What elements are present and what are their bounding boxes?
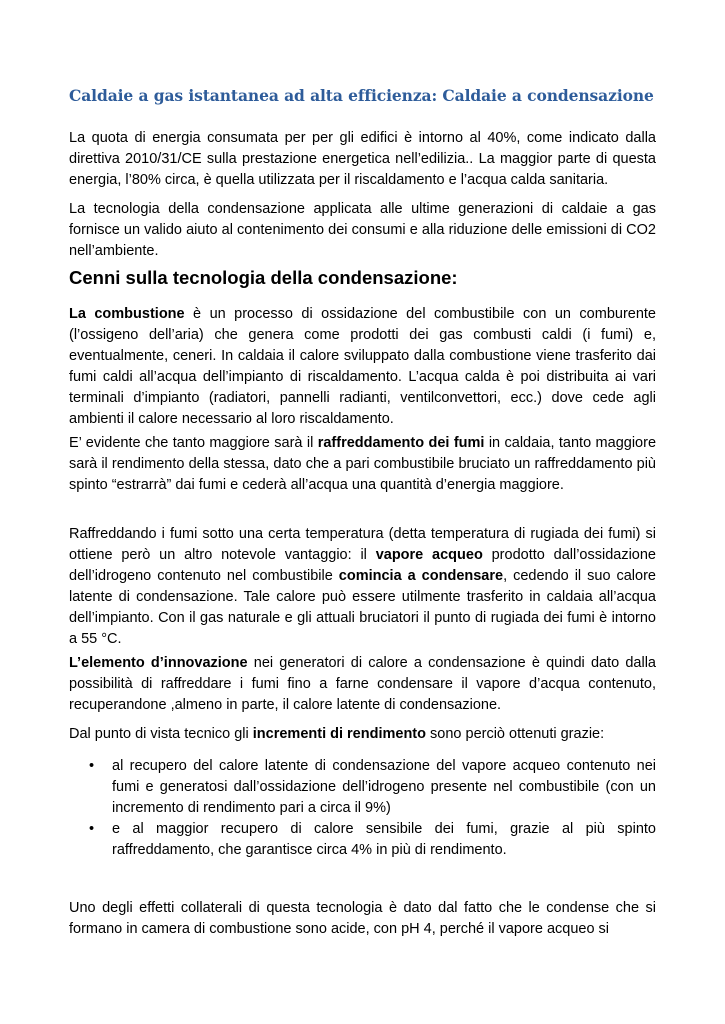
bold-term-condensare: comincia a condensare [338, 568, 504, 584]
paragraph-combustione [69, 304, 656, 430]
text-span: sono perciò ottenuti grazie: [426, 726, 605, 742]
text-span: nei generatori di calore a condensazione è quindi dato dalla possibilità di raffreddare i fumi fino a farne condensare il vapore d’acqua contenuto, recuperandone ,almeno in parte, il calore latente di condensazione. [69, 655, 656, 713]
paragraph-punto-text [69, 724, 656, 745]
paragraph-effetti [69, 898, 656, 940]
list-item-text: al recupero del calore latente di condensazione del vapore acqueo contenuto nei fumi e generatosi dall’ossidazione dell’idrogeno presente nel combustibile (con un incremento di rendimento pari a circa il 9%) [112, 758, 656, 816]
paragraph-effetti-text: Uno degli effetti collaterali di questa tecnologia è dato dal fatto che le condense che si formano in camera di combustione sono acide, con pH 4, perché il vapore acqueo si [69, 900, 656, 937]
section-heading: Cenni sulla tecnologia della condensazione: [69, 267, 458, 288]
paragraph-raffreddando-text [69, 524, 656, 650]
document-title: Caldaie a gas istantanea ad alta efficienza: Caldaie a condensazione [69, 86, 654, 105]
list-item [69, 819, 656, 861]
bold-term-incrementi: incrementi di rendimento [252, 726, 426, 742]
bullet-icon: • [89, 758, 95, 774]
intro-text-2: La tecnologia della condensazione applicata alle ultime generazioni di caldaie a gas fornisce un valido aiuto al contenimento dei consumi e alla riduzione delle emissioni di CO2 nell’ambiente. [69, 201, 656, 259]
bullet-list [69, 756, 656, 861]
bold-term-vapore-acqueo: vapore acqueo [375, 547, 483, 563]
paragraph-evidente [69, 433, 656, 496]
bullet-list-items [69, 756, 656, 861]
paragraph-innovazione [69, 653, 656, 716]
list-item-text: e al maggior recupero di calore sensibile dei fumi, grazie al più spinto raffreddamento, che garantisce circa 4% in più di rendimento. [112, 821, 656, 858]
bold-term-raffreddamento: raffreddamento dei fumi [317, 435, 485, 451]
paragraph-combustione-text [69, 304, 656, 430]
text-span: Raffreddando i fumi sotto una certa temperatura (detta temperatura di rugiada dei fumi) si ottiene però un altro notevole vantaggio: il [69, 526, 656, 563]
intro-paragraph-1 [69, 128, 656, 191]
intro-text-1: La quota di energia consumata per per gli edifici è intorno al 40%, come indicato dalla direttiva 2010/31/CE sulla prestazione energetica nell’edilizia.. La maggior parte di questa energia, l’80% circa, è quella utilizzata per il riscaldamento e l’acqua calda sanitaria. [69, 130, 656, 188]
text-span: in caldaia, tanto maggiore sarà il rendimento della stessa, dato che a pari combustibile bruciato un raffreddamento più spinto “estrarrà” dai fumi e cederà all’acqua una quantità d’energia maggiore. [69, 435, 657, 493]
paragraph-evidente-text [69, 433, 656, 496]
text-span: è un processo di ossidazione del combustibile con un comburente (l’ossigeno dell’aria) che genera come prodotti dei gas combusti caldi (i fumi) e, eventualmente, ceneri. In caldaia il calore sviluppato dalla combustione viene trasferito dai fumi caldi all’acqua dell’impianto di riscaldamento. L’acqua calda è poi distribuita ai vari terminali d’impianto (radiatori, pannelli radianti, ventilconvettori, ecc.) dove cede agli ambienti il calore necessario al loro riscaldamento. [69, 306, 656, 427]
list-item [69, 756, 656, 819]
intro-paragraph-2 [69, 199, 656, 262]
paragraph-punto-di-vista [69, 724, 656, 745]
text-span: E’ evidente che tanto maggiore sarà il [69, 435, 318, 451]
bold-term-innovazione: L’elemento d’innovazione [69, 655, 248, 671]
text-span: , cedendo il suo calore latente di condensazione. Tale calore può essere utilmente trasferito in caldaia all’acqua dell’impianto. Con il gas naturale e gli attuali bruciatori il punto di rugiada dei fumi è intorno a 55 °C. [69, 568, 656, 647]
text-span: Dal punto di vista tecnico gli [69, 726, 253, 742]
paragraph-innovazione-text [69, 653, 656, 716]
bold-term-combustione: La combustione [69, 306, 185, 322]
paragraph-raffreddando [69, 524, 656, 650]
text-span: prodotto dall’ossidazione dell’idrogeno contenuto nel combustibile [69, 547, 656, 584]
bullet-icon: • [89, 821, 95, 837]
